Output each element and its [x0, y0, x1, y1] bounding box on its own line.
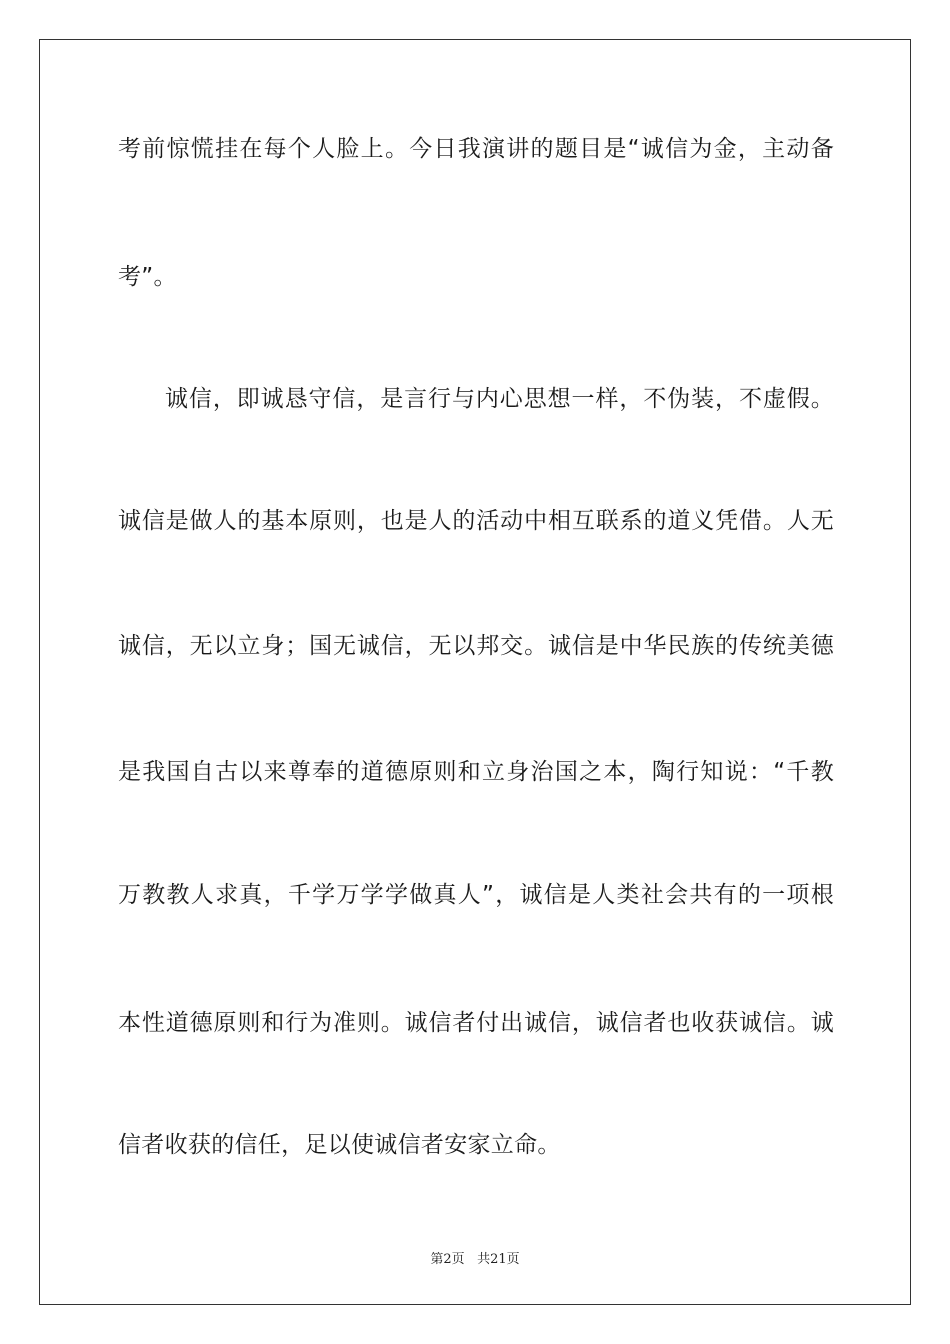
- page-border: [39, 39, 911, 1305]
- page-total: 共21页: [477, 1252, 520, 1267]
- paragraph-line: 诚信是做人的基本原则，也是人的活动中相互联系的道义凭借。人无: [118, 508, 834, 534]
- page-footer: [0, 1248, 950, 1267]
- paragraph-line: 信者收获的信任，足以使诚信者安家立命。: [118, 1132, 561, 1158]
- paragraph-line: 诚信，即诚恳守信，是言行与内心思想一样，不伪装，不虚假。: [165, 386, 834, 412]
- paragraph-line: 是我国自古以来尊奉的道德原则和立身治国之本，陶行知说：“千教: [118, 759, 834, 785]
- paragraph-line: 考”。: [118, 264, 177, 290]
- paragraph-line: 诚信，无以立身；国无诚信，无以邦交。诚信是中华民族的传统美德: [118, 633, 834, 659]
- paragraph-line: 万教教人求真，千学万学学做真人”，诚信是人类社会共有的一项根: [118, 882, 834, 908]
- paragraph-line: 本性道德原则和行为准则。诚信者付出诚信，诚信者也收获诚信。诚: [118, 1010, 834, 1036]
- page-number: 第2页: [430, 1252, 465, 1267]
- paragraph-line: 考前惊慌挂在每个人脸上。今日我演讲的题目是“诚信为金，主动备: [118, 136, 834, 162]
